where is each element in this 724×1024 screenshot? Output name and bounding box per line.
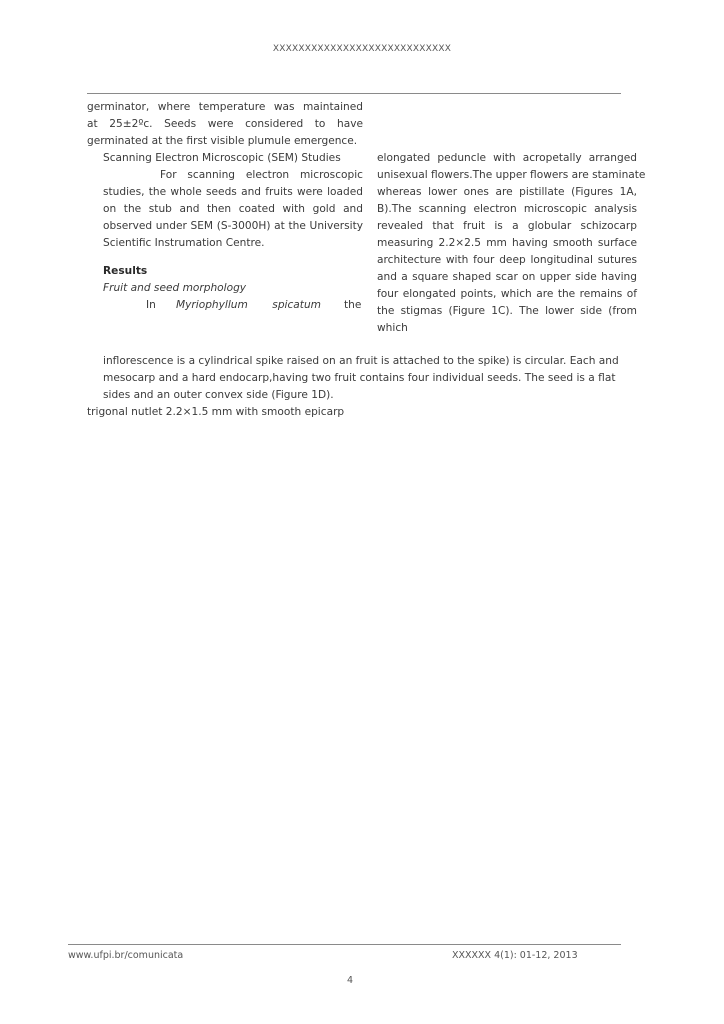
right-line-1: elongated peduncle with acropetally arranged: [377, 152, 637, 164]
results-heading: Results: [103, 265, 148, 277]
overflow-line-1: inflorescence is a cylindrical spike raised on an fruit is attached to the spike) is circular. Each and: [103, 355, 619, 367]
right-line-11: which: [377, 322, 408, 334]
footer-citation: XXXXXX 4(1): 01-12, 2013: [452, 950, 578, 961]
right-line-8: and a square shaped scar on upper side having: [377, 271, 637, 283]
footer-website-link[interactable]: www.ufpi.br/comunicata: [68, 950, 184, 961]
overflow-line-2: mesocarp and a hard endocarp,having two fruit contains four individual seeds. The seed is a flat: [103, 372, 616, 384]
right-line-9: four elongated points, which are the remains of: [377, 288, 637, 300]
left-p1-line-1: germinator, where temperature was maintained: [87, 101, 363, 113]
overflow-line-4: trigonal nutlet 2.2×1.5 mm with smooth epicarp: [87, 406, 345, 418]
left-p2-line-2: studies, the whole seeds and fruits were loaded: [103, 186, 363, 198]
right-line-5: revealed that fruit is a globular schizocarp: [377, 220, 637, 232]
header-rule: [87, 93, 621, 94]
left-p1-line-3: germinated at the first visible plumule emergence.: [87, 135, 358, 147]
fruit-seed-subheading: Fruit and seed morphology: [103, 282, 247, 294]
species-name: Myriophyllum spicatum: [176, 299, 321, 311]
left-p3-in: In: [146, 299, 156, 311]
right-line-2: unisexual flowers.The upper flowers are staminate: [377, 169, 646, 181]
overflow-line-3: sides and an outer convex side (Figure 1D).: [103, 389, 334, 401]
page-number: 4: [346, 975, 354, 986]
left-p3-the: the: [344, 299, 362, 311]
left-p1-line-2: at 25±2ºc. Seeds were considered to have: [87, 118, 363, 130]
left-p2-line-4: observed under SEM (S-3000H) at the University: [103, 220, 363, 232]
right-line-7: architecture with four deep longitudinal sutures: [377, 254, 637, 266]
footer-rule: [68, 944, 621, 945]
right-line-3: whereas lower ones are pistillate (Figures 1A,: [377, 186, 637, 198]
right-line-4: B).The scanning electron microscopic analysis: [377, 203, 637, 215]
sem-heading: Scanning Electron Microscopic (SEM) Studies: [103, 152, 341, 164]
left-p2-line-1: For scanning electron microscopic: [160, 169, 363, 181]
right-line-6: measuring 2.2×2.5 mm having smooth surface: [377, 237, 637, 249]
journal-header-mark: XXXXXXXXXXXXXXXXXXXXXXXXXXXX: [272, 44, 452, 54]
left-p2-line-5: Scientific Instrumation Centre.: [103, 237, 265, 249]
left-p2-line-3: on the stub and then coated with gold and: [103, 203, 363, 215]
right-line-10: the stigmas (Figure 1C). The lower side (from: [377, 305, 637, 317]
